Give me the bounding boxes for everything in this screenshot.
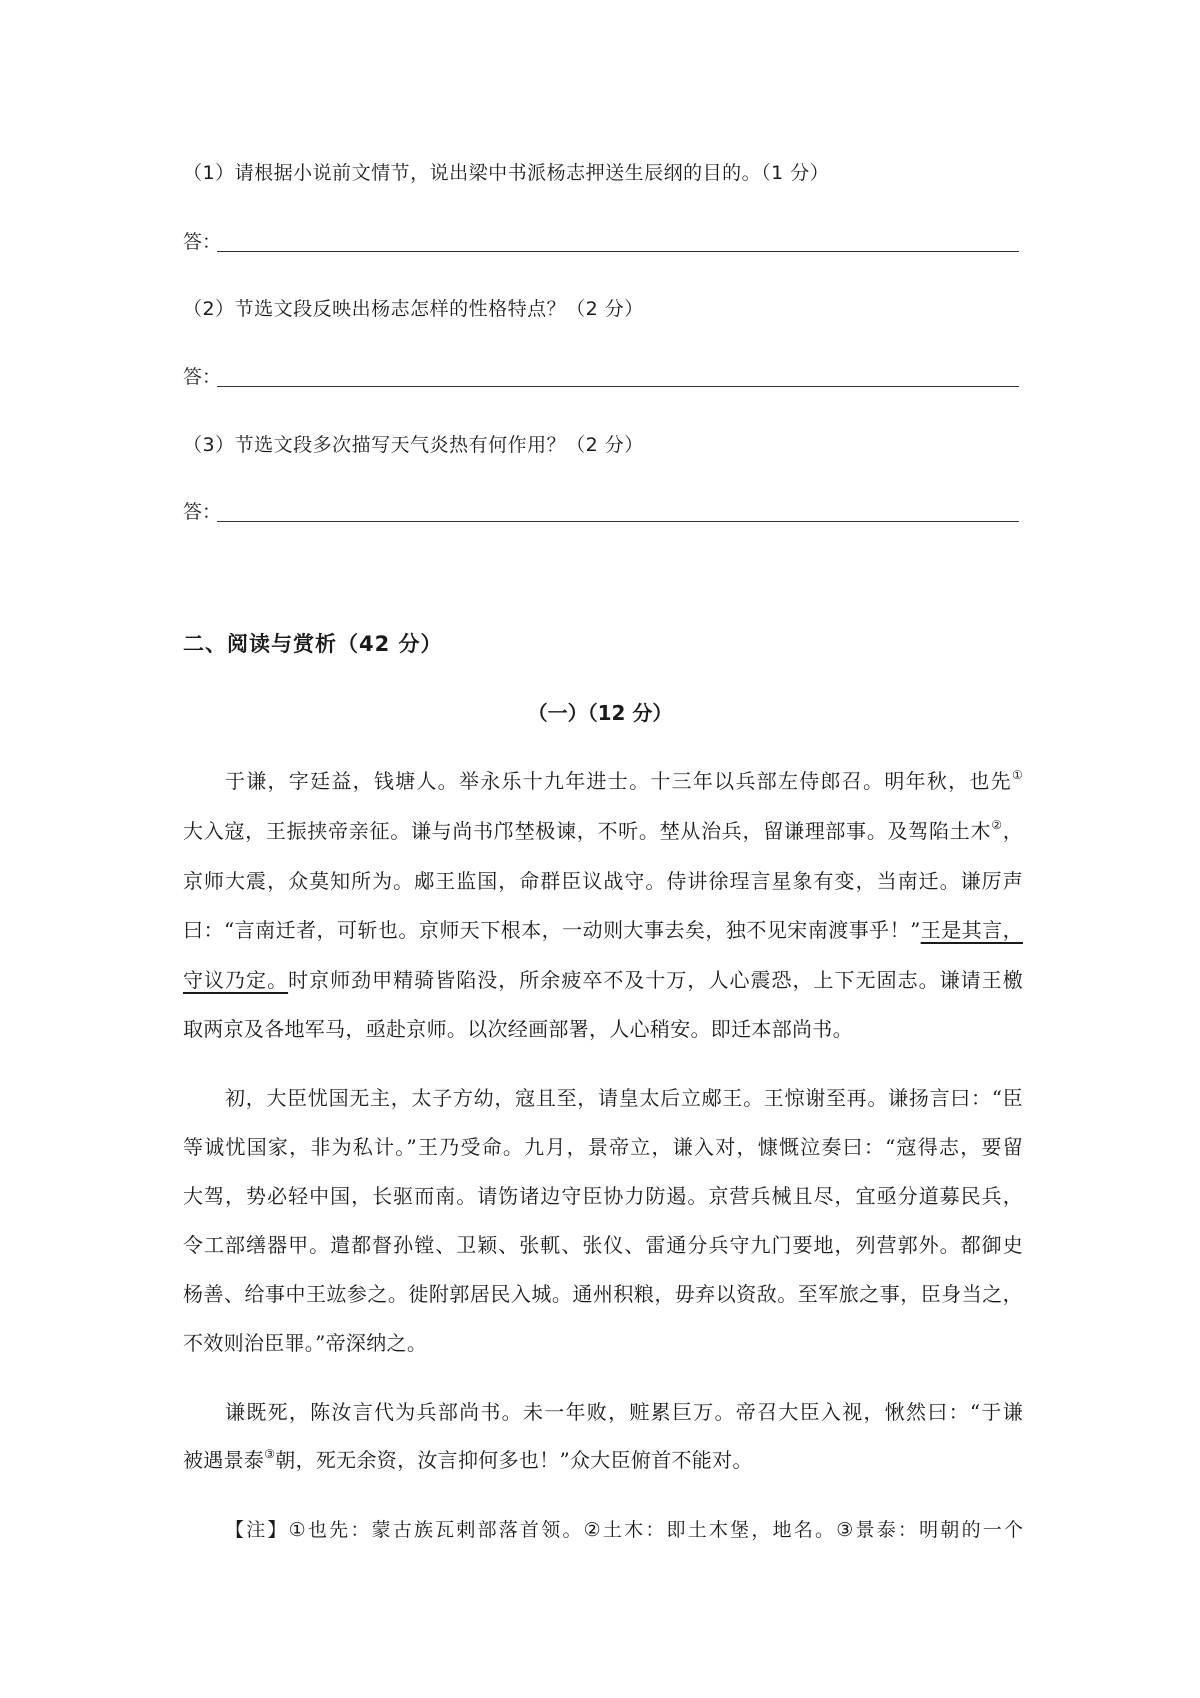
passage-line: 大驾，势必轻中国，长驱而南。请饬诸边守臣协力防遏。京营兵械且尽，宜亟分道募民兵， bbox=[183, 1184, 1023, 1208]
answer-line-3[interactable] bbox=[217, 521, 1019, 522]
footnote-marker: ② bbox=[991, 818, 1003, 832]
underlined-sentence: 王是其言， bbox=[920, 918, 1023, 942]
footnote-marker: ① bbox=[1011, 768, 1023, 782]
passage-line: 守议乃定。时京师劲甲精骑皆陷没，所余疲卒不及十万，人心震恐，上下无固志。谦请王檄 bbox=[183, 968, 1024, 992]
answer-label-2: 答： bbox=[183, 366, 222, 388]
underlined-sentence: 守议乃定。 bbox=[183, 968, 289, 992]
section-subtitle: （一）（12 分） bbox=[527, 701, 673, 725]
answer-row-3 bbox=[183, 497, 1019, 527]
question-3: （3）节选文段多次描写天气炎热有何作用？（2 分） bbox=[183, 434, 644, 456]
answer-row-2 bbox=[183, 362, 1019, 392]
passage-line: 大入寇，王振挟帝亲征。谦与尚书邝埜极谏，不听。埜从治兵，留谦理部事。及驾陷土木②， bbox=[183, 818, 1023, 843]
answer-line-2[interactable] bbox=[217, 386, 1019, 387]
passage-line: 令工部缮器甲。遣都督孙镗、卫颖、张軏、张仪、雷通分兵守九门要地，列营郭外。都御史 bbox=[183, 1233, 1023, 1257]
passage-line: 初，大臣忧国无主，太子方幼，寇且至，请皇太后立郕王。王惊谢至再。谦扬言曰：“臣 bbox=[225, 1086, 1023, 1110]
section-title: 二、阅读与赏析（42 分） bbox=[183, 632, 443, 656]
answer-row-1 bbox=[183, 227, 1019, 257]
passage-line: 杨善、给事中王竑参之。徙附郭居民入城。通州积粮，毋弃以资敌。至军旅之事，臣身当之， bbox=[183, 1282, 1023, 1306]
passage-line: 京师大震，众莫知所为。郕王监国，命群臣议战守。侍讲徐珵言星象有变，当南迁。谦厉声 bbox=[183, 869, 1023, 893]
passage-line: 等诚忧国家，非为私计。”王乃受命。九月，景帝立，谦入对，慷慨泣奏曰：“寇得志，要留 bbox=[183, 1135, 1023, 1159]
footnote-marker: ③ bbox=[264, 1447, 276, 1461]
question-1: （1）请根据小说前文情节，说出梁中书派杨志押送生辰纲的目的。（1 分） bbox=[183, 162, 830, 184]
passage-line: 取两京及各地军马，亟赴京师。以次经画部署，人心稍安。即迁本部尚书。 bbox=[183, 1017, 853, 1041]
passage-line: 谦既死，陈汝言代为兵部尚书。未一年败，赃累巨万。帝召大臣入视，愀然曰：“于谦 bbox=[225, 1400, 1023, 1424]
passage-line: 被遇景泰③朝，死无余资，汝言抑何多也！”众大臣俯首不能对。 bbox=[183, 1447, 753, 1472]
passage-line: 曰：“言南迁者，可斩也。京师天下根本，一动则大事去矣，独不见宋南渡事乎！”王是其言， bbox=[183, 918, 1023, 942]
answer-label-3: 答： bbox=[183, 501, 222, 523]
passage-line: 不效则治臣罪。”帝深纳之。 bbox=[183, 1331, 428, 1355]
footnote-note: 【注】①也先：蒙古族瓦剌部落首领。②土木：即土木堡，地名。③景泰：明朝的一个 bbox=[225, 1519, 1023, 1541]
question-2: （2）节选文段反映出杨志怎样的性格特点？（2 分） bbox=[183, 298, 644, 320]
answer-label-1: 答： bbox=[183, 231, 222, 253]
passage-line: 于谦，字廷益，钱塘人。举永乐十九年进士。十三年以兵部左侍郎召。明年秋，也先① bbox=[225, 768, 1023, 793]
answer-line-1[interactable] bbox=[217, 251, 1019, 252]
